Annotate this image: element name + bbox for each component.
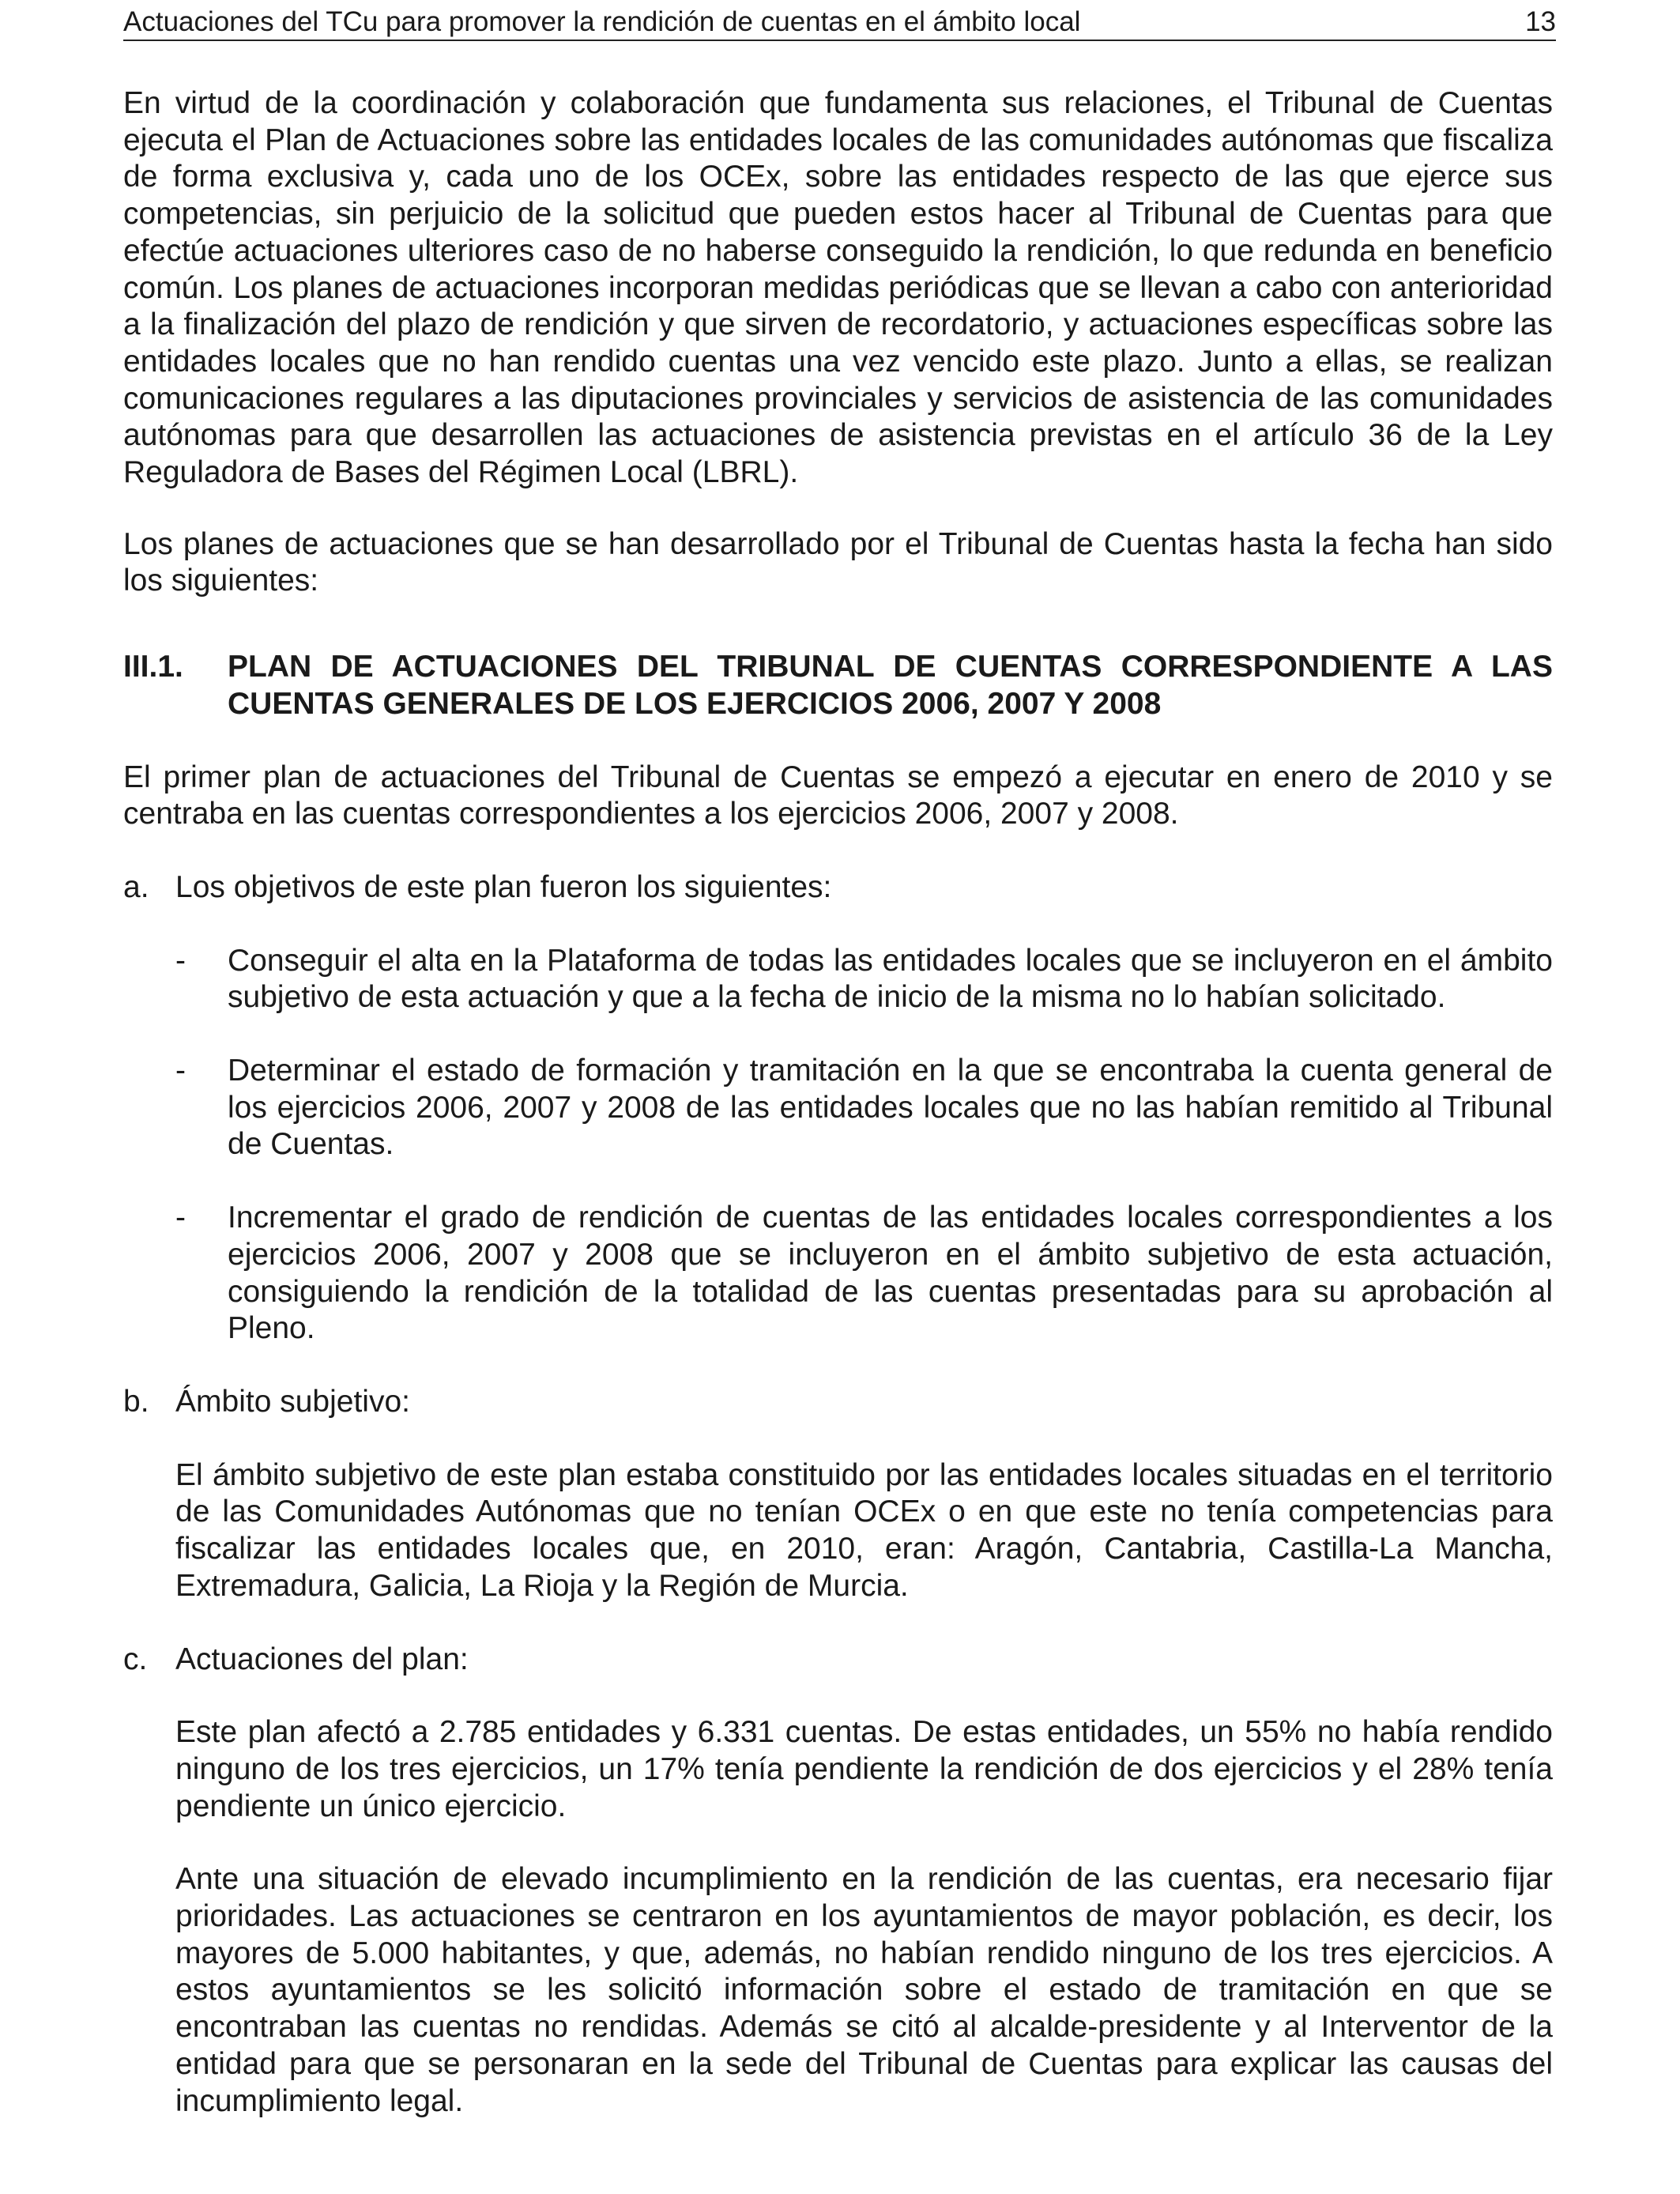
page-body: [123, 85, 1553, 2120]
bullet-text: Incrementar el grado de rendición de cuentas de las entidades locales correspondientes a los ejercicios 2006, 2007 y 2008 que se incluyeron en el ámbito subjetivo de esta actuación, consiguiendo la rendición de la totalidad de las cuentas presentadas para su aprobación al Pleno.: [228, 1201, 1553, 1346]
list-item-letter: b.: [123, 1384, 149, 1419]
plans-paragraph: Los planes de actuaciones que se han desarrollado por el Tribunal de Cuentas hasta la fecha han sido los siguientes:: [123, 526, 1553, 598]
bullet-item: [175, 1053, 1553, 1163]
bullet-dash: -: [175, 1201, 186, 1235]
list-item-letter: a.: [123, 869, 149, 904]
actions-paragraph-1: Este plan afectó a 2.785 entidades y 6.331 cuentas. De estas entidades, un 55% no había rendido ninguno de los tres ejercicios, un 17% tenía pendiente la rendición de dos ejercicios y el 28% tenía pendiente un único ejercicio.: [175, 1715, 1553, 1823]
list-item-a: [123, 869, 1553, 907]
header-title: Actuaciones del TCu para promover la rendición de cuentas en el ámbito local: [123, 6, 1081, 37]
intro-paragraph: En virtud de la coordinación y colaboración que fundamenta sus relaciones, el Tribunal de Cuentas ejecuta el Plan de Actuaciones sobre las entidades locales de las comunidades autónomas que fiscaliza de forma exclusiva y, cada uno de los OCEx, sobre las entidades respecto de las que ejerce sus competencias, sin perjuicio de la solicitud que pueden estos hacer al Tribunal de Cuentas para que efectúe actuaciones ulteriores caso de no haberse conseguido la rendición, lo que redunda en beneficio común. Los planes de actuaciones incorporan medidas periódicas que se llevan a cabo con anterioridad a la finalización del plazo de rendición y que sirven de recordatorio, y actuaciones específicas sobre las entidades locales que no han rendido cuentas una vez vencido este plazo. Junto a ellas, se realizan comunicaciones regulares a las diputaciones provinciales y servicios de asistencia de las comunidades autónomas para que desarrollen las actuaciones de asistencia previstas en el artículo 36 de la Ley Reguladora de Bases del Régimen Local (LBRL).: [123, 86, 1553, 490]
bullet-text: Determinar el estado de formación y tramitación en la que se encontraba la cuenta general de los ejercicios 2006, 2007 y 2008 de las entidades locales que no las habían remitido al Tribunal de Cuentas.: [228, 1054, 1553, 1162]
list-item-text: Actuaciones del plan:: [175, 1642, 469, 1676]
bullet-dash: -: [175, 1054, 186, 1088]
section-heading: [123, 649, 1553, 722]
list-item-text: Ámbito subjetivo:: [175, 1384, 410, 1419]
bullet-item: [175, 1200, 1553, 1348]
list-item-c: [123, 1642, 1553, 1679]
list-item-b: [123, 1384, 1553, 1421]
first-plan-paragraph: El primer plan de actuaciones del Tribunal de Cuentas se empezó a ejecutar en enero de 2010 y se centraba en las cuentas correspondientes a los ejercicios 2006, 2007 y 2008.: [123, 760, 1553, 831]
page-number: 13: [1525, 6, 1556, 37]
bullet-item: [175, 943, 1553, 1016]
list-item-letter: c.: [123, 1642, 148, 1676]
scope-paragraph: El ámbito subjetivo de este plan estaba constituido por las entidades locales situadas en el territorio de las Comunidades Autónomas que no tenían OCEx o en que este no tenía competencias para fiscalizar las entidades locales que, en 2010, eran: Aragón, Cantabria, Castilla-La Mancha, Extremadura, Galicia, La Rioja y la Región de Murcia.: [175, 1457, 1553, 1603]
section-title: PLAN DE ACTUACIONES DEL TRIBUNAL DE CUENTAS CORRESPONDIENTE A LAS CUENTAS GENERALES DE LOS EJERCICIOS 2006, 2007 Y 2008: [228, 650, 1553, 721]
actions-paragraph-2: Ante una situación de elevado incumplimiento en la rendición de las cuentas, era necesario fijar prioridades. Las actuaciones se centraron en los ayuntamientos de mayor población, es decir, los mayores de 5.000 habitantes, y que, además, no habían rendido ninguno de los tres ejercicios. A estos ayuntamientos se les solicitó información sobre el estado de tramitación en que se encontraban las cuentas no rendidas. Además se citó al alcalde-presidente y al Interventor de la entidad para que se personaran en la sede del Tribunal de Cuentas para explicar las causas del incumplimiento legal.: [175, 1862, 1553, 2118]
list-item-text: Los objetivos de este plan fueron los siguientes:: [175, 869, 832, 904]
bullet-text: Conseguir el alta en la Plataforma de todas las entidades locales que se incluyeron en el ámbito subjetivo de esta actuación y que a la fecha de inicio de la misma no lo habían solicitado.: [228, 943, 1553, 1015]
bullet-dash: -: [175, 943, 186, 978]
page-header: [123, 5, 1556, 41]
section-number: III.1.: [123, 650, 183, 684]
